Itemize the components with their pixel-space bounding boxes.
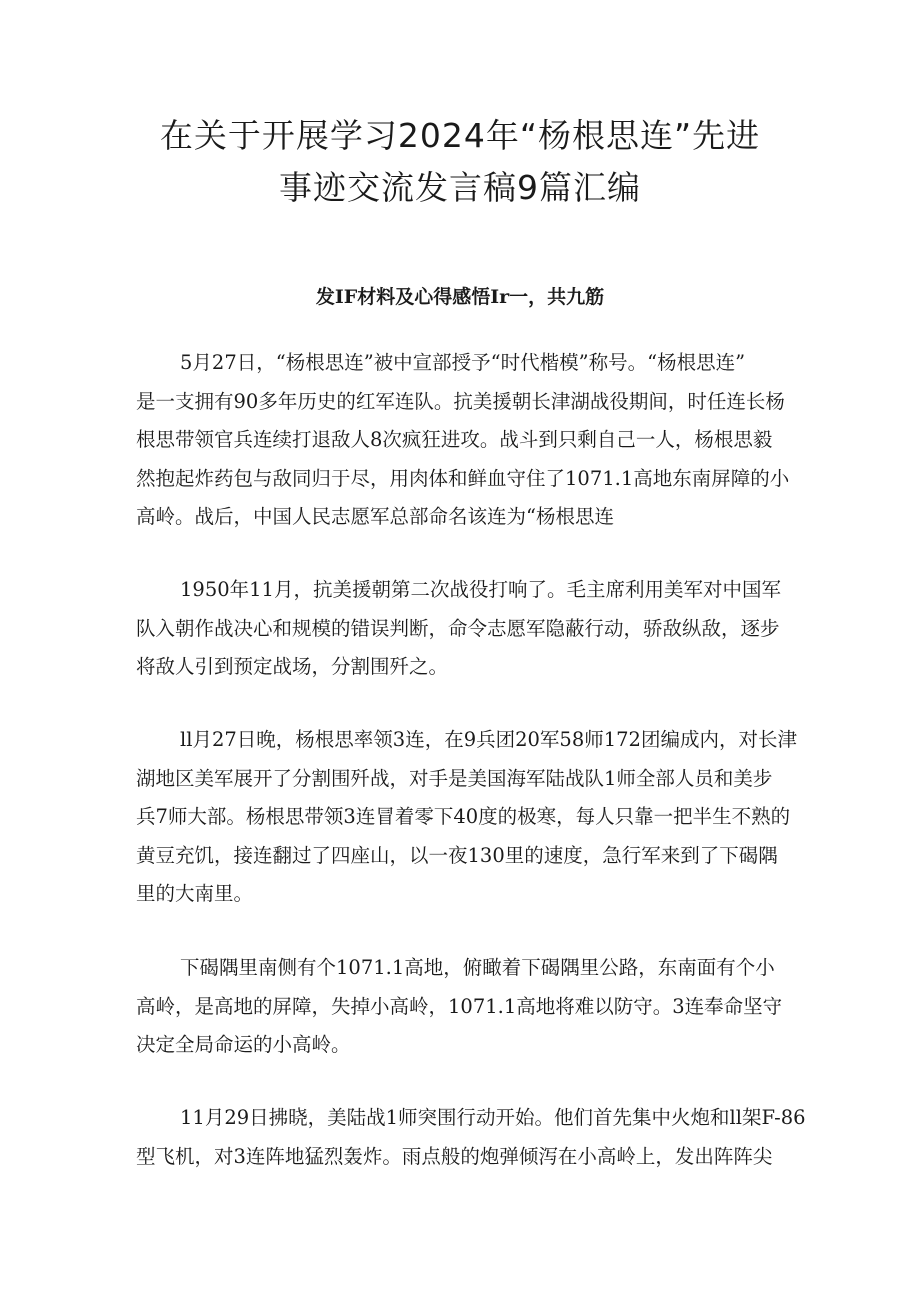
title-line-2: 事迹交流发言稿9篇汇编 — [279, 168, 641, 207]
paragraph-line: 高岭。战后，中国人民志愿军总部命名该连为“杨根思连 — [136, 505, 614, 528]
paragraph-line: 兵7师大部。杨根思带领3连冒着零下40度的极寒，每人只靠一把半生不熟的 — [136, 805, 791, 828]
paragraph-line: 5月27日，“杨根思连”被中宣部授予“时代楷模”称号。“杨根思连” — [180, 351, 746, 374]
paragraph-line: 1950年11月，抗美援朝第二次战役打响了。毛主席利用美军对中国军 — [180, 578, 781, 601]
paragraph-line: 里的大南里。 — [136, 882, 254, 905]
paragraph-line: 是一支拥有90多年历史的红军连队。抗美援朝长津湖战役期间，时任连长杨 — [136, 389, 785, 413]
paragraph-1 — [136, 344, 796, 537]
paragraph-line: 然抱起炸药包与敌同归于尽，用肉体和鲜血守住了1071.1高地东南屏障的小 — [136, 466, 790, 490]
paragraph-line: 队入朝作战决心和规模的错误判断，命令志愿军隐蔽行动，骄敌纵敌，逐步 — [136, 616, 780, 640]
paragraph-line: 下碣隅里南侧有个1071.1高地，俯瞰着下碣隅里公路，东南面有个小 — [180, 956, 775, 979]
paragraph-line: 将敌人引到预定战场，分割围歼之。 — [136, 655, 449, 678]
paragraph-line: 湖地区美军展开了分割围歼战，对手是美国海军陆战队1师全部人员和美步 — [136, 766, 773, 790]
document-title — [100, 110, 820, 214]
paragraph-line: 决定全局命运的小高岭。 — [136, 1033, 351, 1056]
paragraph-3 — [136, 721, 796, 914]
paragraph-5 — [136, 1099, 806, 1176]
section-heading: 发IF材料及心得感悟Ir一，共九筋 — [315, 286, 605, 308]
paragraph-line: ll月27日晚，杨根思率领3连，在9兵团20军58师172团编成内，对长津 — [180, 728, 797, 751]
paragraph-line: 黄豆充饥，接连翻过了四座山，以一夜130里的速度，急行军来到了下碣隅 — [136, 843, 778, 867]
paragraph-line: 11月29日拂晓，美陆战1师突围行动开始。他们首先集中火炮和ll架F-86 — [180, 1106, 806, 1129]
paragraph-line: 高岭，是高地的屏障，失掉小高岭，1071.1高地将难以防守。3连奉命坚守 — [136, 994, 783, 1018]
paragraph-line: 根思带领官兵连续打退敌人8次疯狂进攻。战斗到只剩自己一人，杨根思毅 — [136, 428, 773, 451]
paragraph-line: 型飞机，对3连阵地猛烈轰炸。雨点般的炮弹倾泻在小高岭上，发出阵阵尖 — [136, 1144, 773, 1168]
title-line-1: 在关于开展学习2024年“杨根思连”先进 — [159, 116, 761, 155]
paragraph-2 — [136, 571, 796, 687]
paragraph-4 — [136, 949, 796, 1065]
